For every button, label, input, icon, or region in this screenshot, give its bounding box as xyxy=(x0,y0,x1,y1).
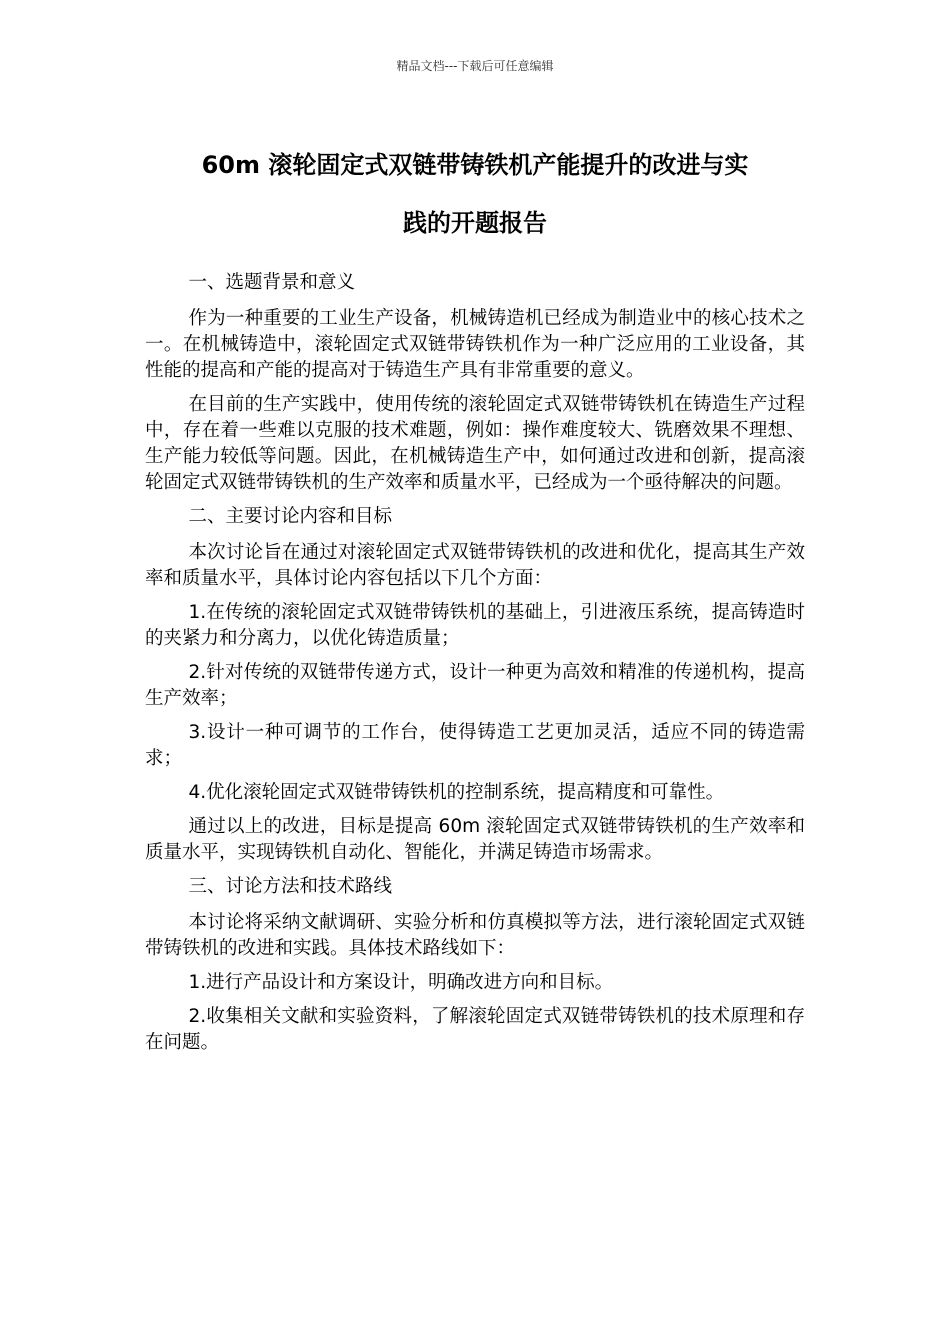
document-body xyxy=(145,270,805,1064)
section-heading-content: 二、主要讨论内容和目标 xyxy=(188,506,392,527)
paragraph: 作为一种重要的工业生产设备，机械铸造机已经成为制造业中的核心技术之一。在机械铸造中，滚轮固定式双链带铸铁机作为一种广泛应用的工业设备，其性能的提高和产能的提高对于铸造生产具有非常重要的意义。 xyxy=(145,308,805,381)
list-item: 1.进行产品设计和方案设计，明确改进方向和目标。 xyxy=(188,972,614,993)
section-heading-method: 三、讨论方法和技术路线 xyxy=(188,876,392,897)
list-item: 3.设计一种可调节的工作台，使得铸造工艺更加灵活，适应不同的铸造需求； xyxy=(145,722,805,769)
list-item: 2.收集相关文献和实验资料，了解滚轮固定式双链带铸铁机的技术原理和存在问题。 xyxy=(145,1006,805,1053)
list-item: 2.针对传统的双链带传递方式，设计一种更为高效和精准的传递机构，提高生产效率； xyxy=(145,662,805,709)
list-item: 1.在传统的滚轮固定式双链带铸铁机的基础上，引进液压系统，提高铸造时的夹紧力和分离力，以优化铸造质量； xyxy=(145,602,805,649)
document-title xyxy=(145,136,805,252)
list-item: 4.优化滚轮固定式双链带铸铁机的控制系统，提高精度和可靠性。 xyxy=(188,782,725,803)
document-title-line-2: 践的开题报告 xyxy=(403,209,547,237)
document-title-line-1: 60m 滚轮固定式双链带铸铁机产能提升的改进与实 xyxy=(201,151,749,179)
paragraph: 在目前的生产实践中，使用传统的滚轮固定式双链带铸铁机在铸造生产过程中，存在着一些难以克服的技术难题，例如：操作难度较大、铣磨效果不理想、生产能力较低等问题。因此，在机械铸造生产中，如何通过改进和创新，提高滚轮固定式双链带铸铁机的生产效率和质量水平，已经成为一个亟待解决的问题。 xyxy=(145,394,805,493)
paragraph: 通过以上的改进，目标是提高 60m 滚轮固定式双链带铸铁机的生产效率和质量水平，实现铸铁机自动化、智能化，并满足铸造市场需求。 xyxy=(145,816,805,863)
section-heading-background: 一、选题背景和意义 xyxy=(188,272,355,293)
paragraph: 本讨论将采纳文献调研、实验分析和仿真模拟等方法，进行滚轮固定式双链带铸铁机的改进和实践。具体技术路线如下： xyxy=(145,912,805,959)
paragraph: 本次讨论旨在通过对滚轮固定式双链带铸铁机的改进和优化，提高其生产效率和质量水平，具体讨论内容包括以下几个方面： xyxy=(145,542,805,589)
page-header: 精品文档---下载后可任意编辑 xyxy=(396,59,554,73)
